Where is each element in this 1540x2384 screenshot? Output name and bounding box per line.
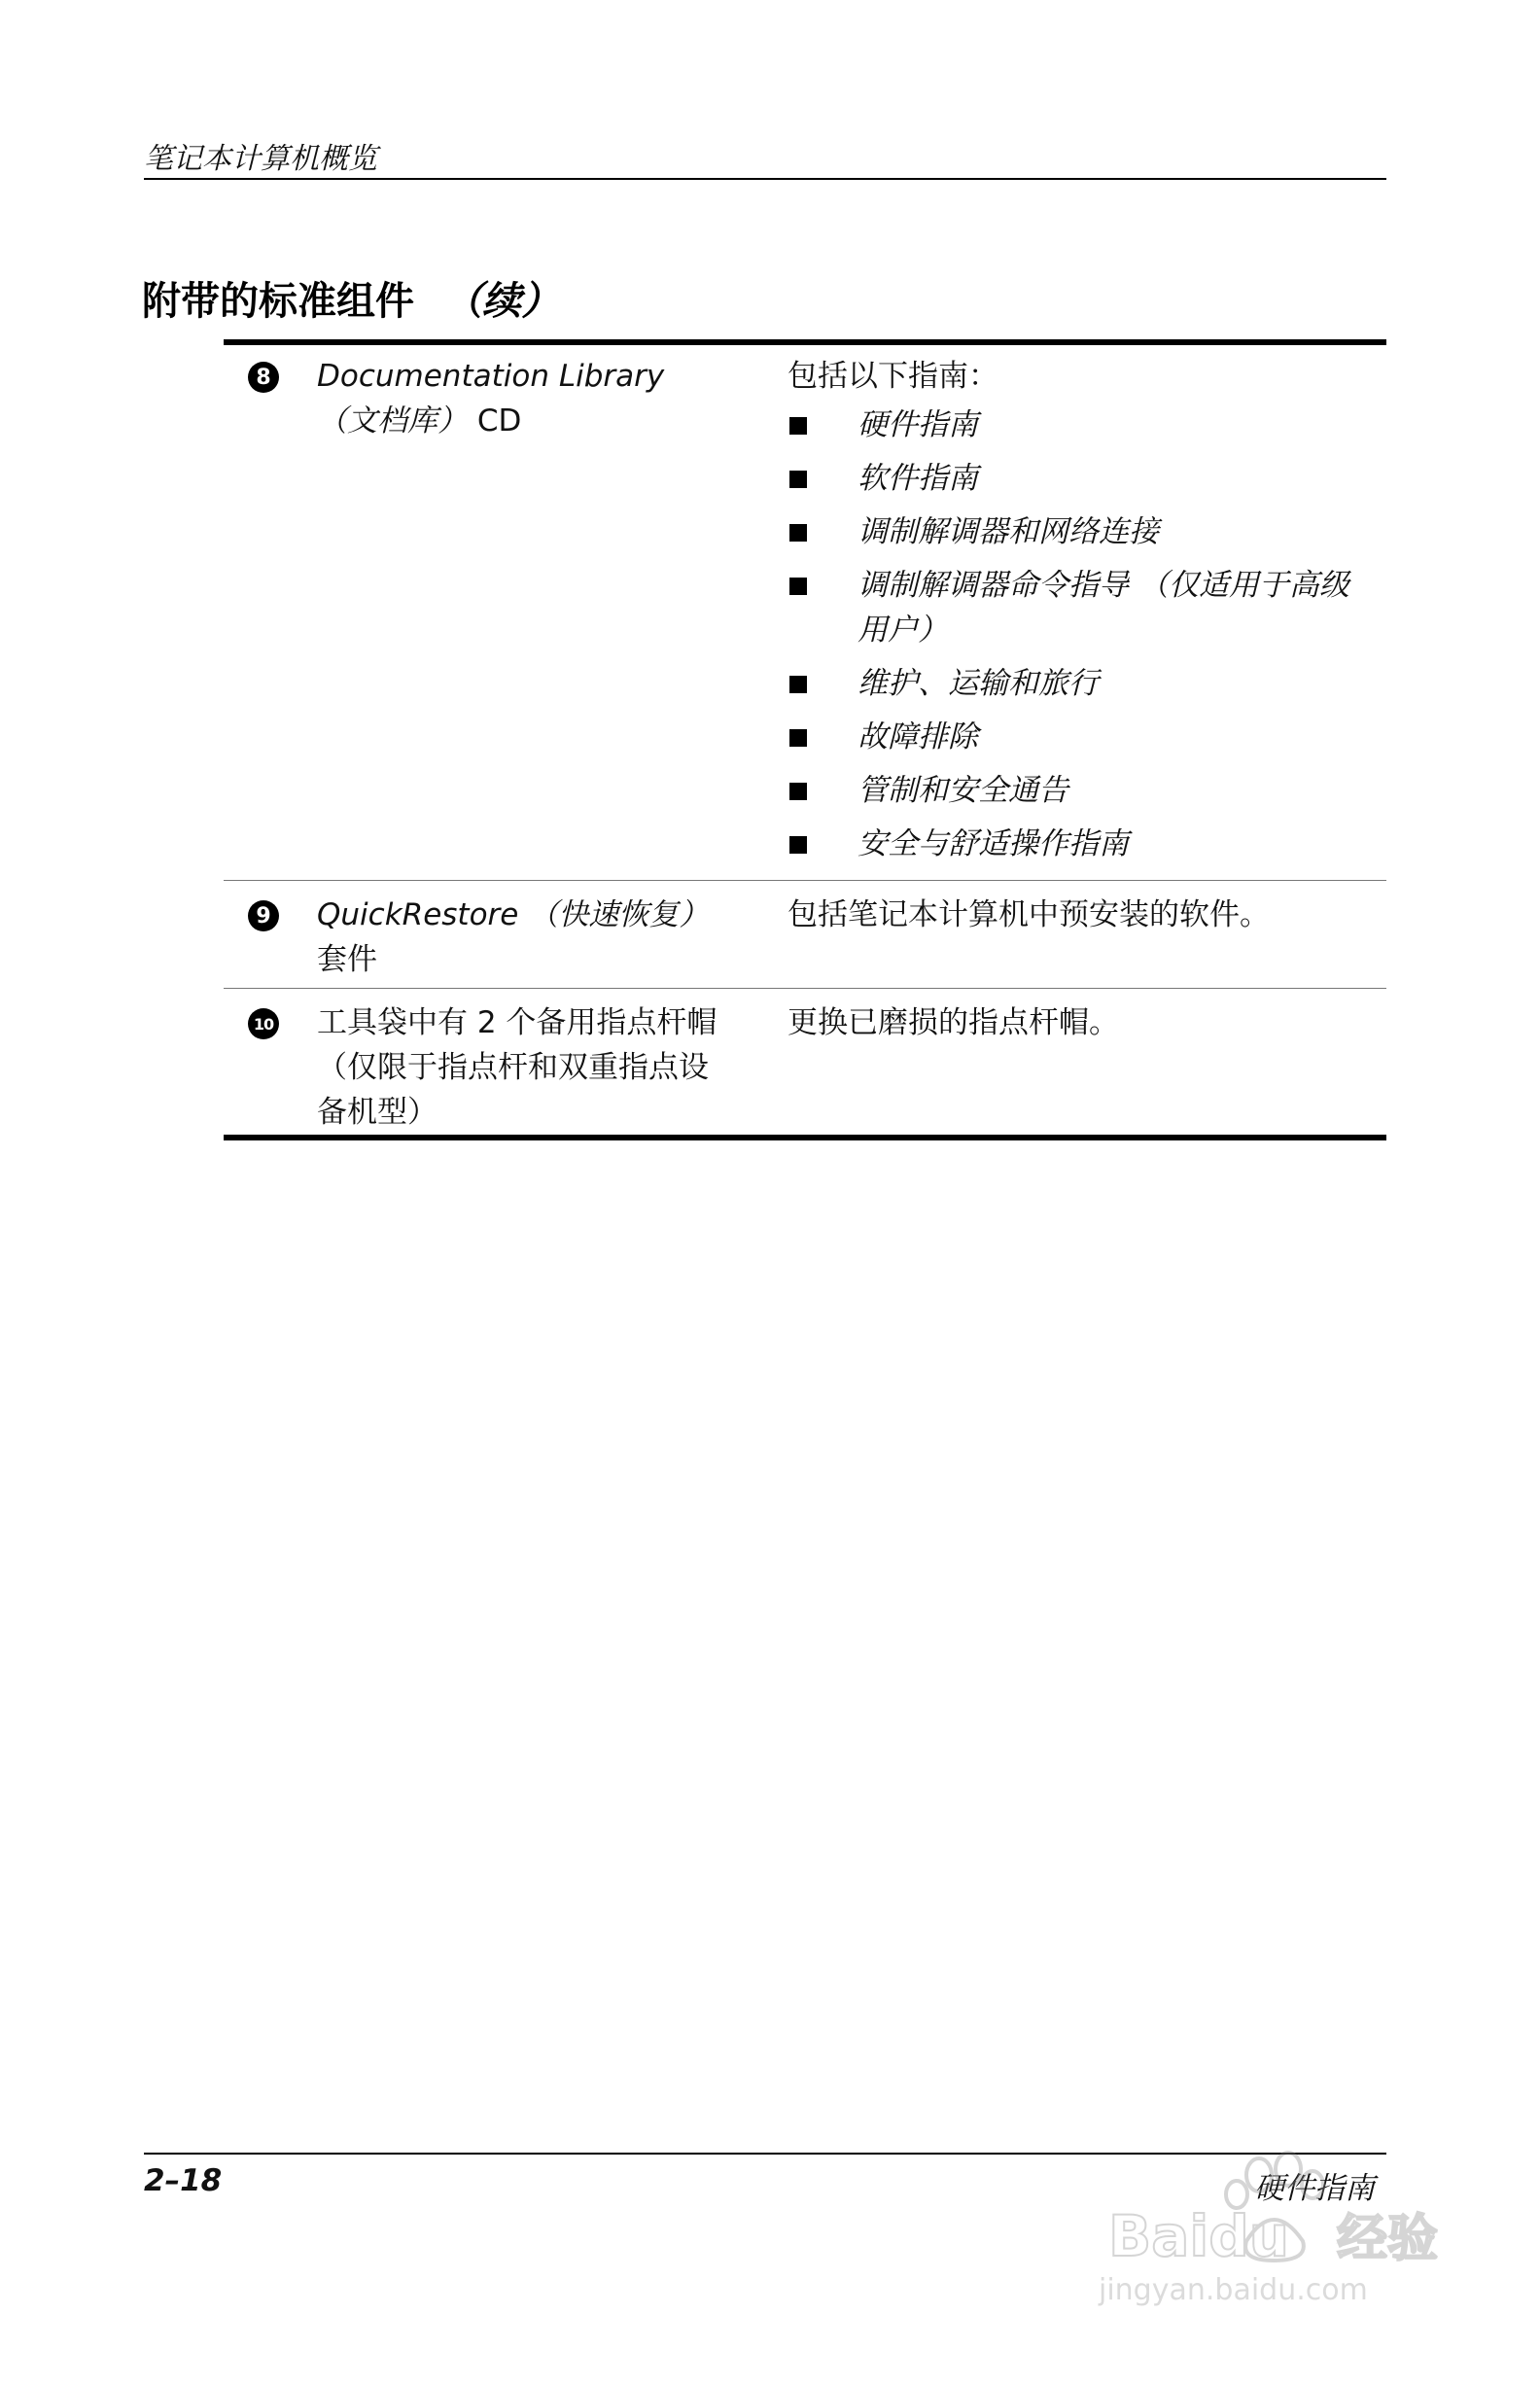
bullet-square-icon bbox=[789, 524, 807, 542]
bullet-square-icon bbox=[789, 836, 807, 854]
list-item: 调制解调器和网络连接 bbox=[788, 509, 1371, 554]
table-top-rule bbox=[224, 339, 1386, 345]
list-item: 维护、运输和旅行 bbox=[788, 661, 1371, 706]
running-head-title: 笔记本计算机概览 bbox=[144, 142, 377, 176]
item-name-latin: Documentation Library bbox=[317, 359, 665, 394]
item-name-cn: （文档库） bbox=[317, 403, 468, 438]
item-name-documentation-library bbox=[317, 354, 754, 443]
item-name-suffix: 套件 bbox=[317, 942, 377, 977]
item-description: 包括笔记本计算机中预安装的软件。 bbox=[788, 897, 1270, 932]
item-name-quickrestore bbox=[317, 893, 754, 982]
bullet-square-icon bbox=[789, 417, 807, 435]
page-number: 2–18 bbox=[144, 2163, 223, 2198]
bullet-square-icon bbox=[789, 676, 807, 693]
bullet-square-icon bbox=[789, 729, 807, 747]
list-item: 管制和安全通告 bbox=[788, 768, 1371, 813]
row-separator bbox=[224, 880, 1386, 881]
watermark-url: jingyan.baidu.com bbox=[1099, 2273, 1368, 2307]
item-name-pointing-stick-caps: 工具袋中有 2 个备用指点杆帽 （仅限于指点杆和双重指点设备机型） bbox=[317, 1005, 718, 1130]
header-rule bbox=[144, 178, 1386, 180]
baidu-watermark-logo bbox=[1089, 2134, 1439, 2309]
watermark-brand-cn: 经验 bbox=[1337, 2210, 1439, 2268]
section-title bbox=[142, 270, 560, 326]
guide-name: 硬件指南 bbox=[1254, 2171, 1375, 2206]
item-name-suffix: CD bbox=[476, 403, 522, 438]
watermark-brand: Baidu bbox=[1108, 2203, 1290, 2269]
section-continued: （续） bbox=[443, 279, 560, 324]
list-item: 硬件指南 bbox=[788, 403, 1371, 447]
row-separator bbox=[224, 988, 1386, 989]
list-item: 安全与舒适操作指南 bbox=[788, 822, 1371, 866]
item-intro: 包括以下指南： bbox=[788, 359, 998, 394]
item-name-cn: （快速恢复） bbox=[528, 897, 710, 932]
guide-list bbox=[788, 403, 1371, 875]
item-number-8: 8 bbox=[248, 362, 279, 393]
list-item: 故障排除 bbox=[788, 715, 1371, 759]
list-item: 调制解调器命令指导 （仅适用于高级用户） bbox=[788, 563, 1371, 652]
item-description: 更换已磨损的指点杆帽。 bbox=[788, 1005, 1119, 1040]
section-title-text: 附带的标准组件 bbox=[142, 279, 414, 324]
list-item: 软件指南 bbox=[788, 456, 1371, 501]
item-number-10: 10 bbox=[248, 1008, 279, 1039]
bullet-square-icon bbox=[789, 471, 807, 488]
item-number-9: 9 bbox=[248, 900, 279, 931]
table-bottom-rule bbox=[224, 1135, 1386, 1140]
bullet-square-icon bbox=[789, 578, 807, 595]
item-name-latin: QuickRestore bbox=[317, 897, 519, 932]
bullet-square-icon bbox=[789, 783, 807, 800]
